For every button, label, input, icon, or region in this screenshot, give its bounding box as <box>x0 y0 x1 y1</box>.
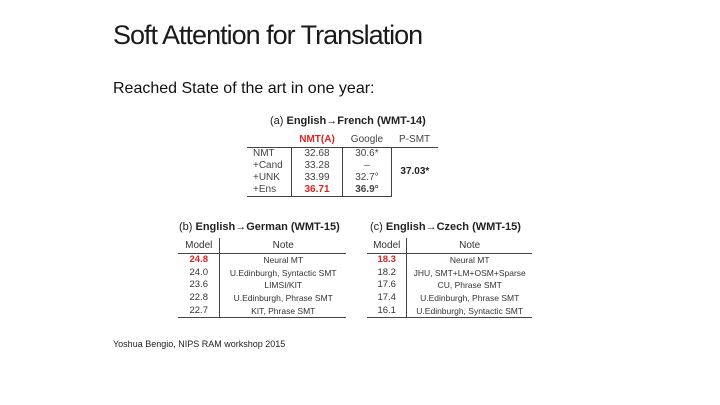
bleu-score: 24.8 <box>178 254 220 267</box>
row-label: +Ens <box>247 184 291 197</box>
system-note: Neural MT <box>449 255 490 266</box>
table-b-caption <box>179 221 340 233</box>
table-row <box>367 279 532 292</box>
row-label: +UNK <box>253 172 280 183</box>
bleu-score: 18.2 <box>367 267 407 280</box>
table-a-header-nmt: NMT(A) <box>291 133 343 148</box>
table-a-header-row <box>247 133 438 148</box>
slide-footer: Yoshua Bengio, NIPS RAM workshop 2015 <box>113 339 286 349</box>
table-c-caption-main: English→Czech (WMT-15) <box>385 221 521 233</box>
bleu-score: 16.1 <box>367 304 407 317</box>
table-row <box>178 292 346 305</box>
table-b-header-row <box>178 238 346 254</box>
table-a-header-google: Google <box>343 133 391 148</box>
google-score: 32.7° <box>343 172 391 184</box>
bleu-score: 22.8 <box>178 292 220 305</box>
row-label: NMT <box>253 148 275 159</box>
table-row <box>247 148 438 161</box>
slide-title: Soft Attention for Translation <box>113 20 423 50</box>
google-score: – <box>343 160 391 172</box>
bleu-score: 17.4 <box>367 292 407 305</box>
nmt-score: 36.71 <box>291 184 343 197</box>
table-row <box>367 304 532 317</box>
table-c-header-model: Model <box>367 238 407 254</box>
nmt-score: 33.99 <box>291 172 343 184</box>
table-a-header-psmt: P-SMT <box>391 133 438 148</box>
table-row <box>367 292 532 305</box>
row-label: +Cand <box>253 160 283 171</box>
table-a-header-blank <box>247 133 291 148</box>
system-note: LIMSI/KIT <box>264 280 303 291</box>
table-a-caption-prefix: (a) <box>270 115 287 127</box>
bleu-score: 18.3 <box>367 254 407 267</box>
table-row <box>178 254 346 267</box>
table-row <box>178 279 346 292</box>
table-c-header-note: Note <box>407 238 532 254</box>
system-note: KIT, Phrase SMT <box>220 304 346 317</box>
table-b-caption-prefix: (b) <box>179 221 196 233</box>
table-c-header-row <box>367 238 532 254</box>
table-a-caption <box>270 115 426 127</box>
table-a <box>247 133 438 197</box>
table-b-header-note: Note <box>220 238 346 254</box>
bleu-score: 23.6 <box>178 279 220 292</box>
table-c-caption <box>370 221 521 233</box>
table-row <box>178 304 346 317</box>
system-note: U.Edinburgh, Phrase SMT <box>233 293 333 304</box>
nmt-score: 33.28 <box>291 160 343 172</box>
system-note: Neural MT <box>263 255 304 266</box>
table-row <box>367 267 532 280</box>
nmt-score: 32.68 <box>291 148 343 161</box>
psmt-score: 37.03* <box>391 148 438 197</box>
table-row <box>178 267 346 280</box>
system-note: U.Edinburgh, Syntactic SMT <box>229 267 337 278</box>
system-note: JHU, SMT+LM+OSM+Sparse <box>413 267 526 278</box>
table-row <box>367 254 532 267</box>
table-b <box>178 238 346 318</box>
bleu-score: 17.6 <box>367 279 407 292</box>
table-b-caption-main: English→German (WMT-15) <box>195 221 340 233</box>
system-note: U.Edinburgh, Phrase SMT <box>420 293 520 304</box>
table-c-caption-prefix: (c) <box>370 221 386 233</box>
slide-subtitle: Reached State of the art in one year: <box>113 80 375 97</box>
system-note: U.Edinburgh, Syntactic SMT <box>407 304 532 317</box>
google-score: 36.9° <box>343 184 391 197</box>
bleu-score: 22.7 <box>178 304 220 317</box>
table-a-caption-main: English→French (WMT-14) <box>286 115 426 127</box>
google-score: 30.6* <box>343 148 391 161</box>
table-b-header-model: Model <box>178 238 220 254</box>
bleu-score: 24.0 <box>178 267 220 280</box>
table-c <box>367 238 532 318</box>
system-note: CU, Phrase SMT <box>437 280 502 291</box>
